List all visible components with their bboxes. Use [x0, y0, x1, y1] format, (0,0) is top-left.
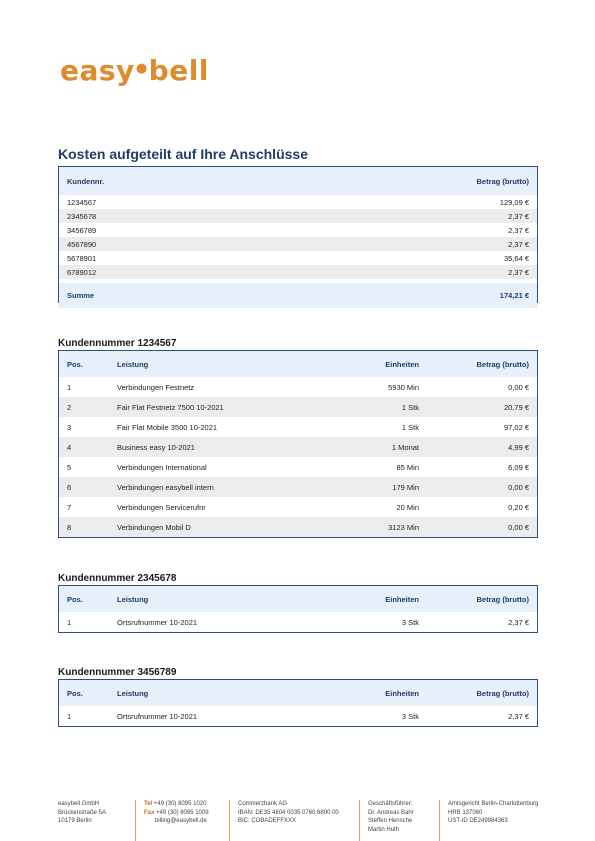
units-cell: 3 Stk	[401, 711, 419, 721]
service-cell: Verbindungen Servicerufnr	[117, 502, 206, 512]
table-row	[59, 417, 537, 437]
easybell-logo: easy●bell	[60, 54, 209, 87]
row-amount: 2,37 €	[508, 267, 529, 277]
table-header-row	[59, 680, 537, 706]
units-cell: 1 Monat	[391, 442, 419, 452]
service-cell: Verbindungen easybell intern	[117, 482, 214, 492]
row-amount: 35,64 €	[503, 253, 529, 263]
header-service: Leistung	[117, 359, 149, 369]
table-row	[59, 397, 537, 417]
row-amount: 2,37 €	[508, 225, 529, 235]
amount-cell: 0,20 €	[508, 502, 529, 512]
account-title: Kundennummer 1234567	[58, 338, 177, 349]
header-units: Einheiten	[385, 594, 419, 604]
table-row	[59, 477, 537, 497]
units-cell: 179 Min	[392, 482, 419, 492]
service-cell: Fair Flat Mobile 3500 10-2021	[117, 422, 218, 432]
footer	[58, 800, 548, 841]
header-pos: Pos.	[67, 594, 83, 604]
header-service: Leistung	[117, 688, 149, 698]
service-cell: Fair Flat Festnetz 7500 10-2021	[117, 402, 224, 412]
units-cell: 3 Stk	[401, 617, 419, 627]
pos-cell: 1	[67, 382, 72, 392]
table-row	[59, 457, 537, 477]
pos-cell: 1	[67, 617, 72, 627]
customer-number: 3456789	[67, 225, 97, 235]
total-label: Summe	[67, 291, 95, 300]
summary-title: Kosten aufgeteilt auf Ihre Anschlüsse	[58, 146, 308, 162]
summary-row	[59, 251, 537, 265]
header-amount: Betrag (brutto)	[476, 359, 529, 369]
units-cell: 20 Min	[396, 502, 419, 512]
amount-cell: 6,09 €	[508, 462, 529, 472]
summary-row	[59, 223, 537, 237]
summary-row	[59, 237, 537, 251]
pos-cell: 3	[67, 422, 72, 432]
amount-cell: 0,00 €	[508, 382, 529, 392]
amount-cell: 20,79 €	[503, 402, 529, 412]
footer-contact: Tel +49 (30) 8095 1020 Fax +49 (30) 8095 1009 billing@easybell.de	[136, 800, 230, 841]
service-cell: Ortsrufnummer 10-2021	[117, 711, 198, 721]
pos-cell: 4	[67, 442, 72, 452]
summary-row	[59, 209, 537, 223]
pos-cell: 8	[67, 522, 72, 532]
pos-cell: 2	[67, 402, 72, 412]
customer-number: 6789012	[67, 267, 97, 277]
customer-number: 2345678	[67, 211, 97, 221]
amount-cell: 4,99 €	[508, 442, 529, 452]
pos-cell: 5	[67, 462, 72, 472]
header-amount: Betrag (brutto)	[476, 688, 529, 698]
header-units: Einheiten	[385, 688, 419, 698]
header-pos: Pos.	[67, 688, 83, 698]
footer-bank: Commerzbank AG IBAN: DE35 4804 0035 0760 6890 00 BIC: COBADEFFXXX	[230, 800, 360, 841]
amount-cell: 2,37 €	[508, 711, 529, 721]
service-cell: Ortsrufnummer 10-2021	[117, 617, 198, 627]
summary-row	[59, 195, 537, 209]
table-header-row	[59, 351, 537, 377]
service-cell: Verbindungen Festnetz	[117, 382, 195, 392]
header-amount: Betrag (brutto)	[476, 176, 529, 186]
account-table	[58, 679, 538, 727]
account-title: Kundennummer 3456789	[58, 667, 177, 678]
account-table	[58, 350, 538, 538]
summary-table	[58, 166, 538, 303]
customer-number: 4567890	[67, 239, 97, 249]
amount-cell: 97,02 €	[503, 422, 529, 432]
units-cell: 3123 Min	[388, 522, 419, 532]
amount-cell: 2,37 €	[508, 617, 529, 627]
summary-header-row	[59, 167, 537, 195]
table-row	[59, 377, 537, 397]
table-row	[59, 497, 537, 517]
table-header-row	[59, 586, 537, 612]
header-pos: Pos.	[67, 359, 83, 369]
header-service: Leistung	[117, 594, 149, 604]
account-title: Kundennummer 2345678	[58, 573, 177, 584]
table-row	[59, 706, 537, 726]
service-cell: Business easy 10-2021	[117, 442, 195, 452]
units-cell: 1 Stk	[401, 422, 419, 432]
units-cell: 1 Stk	[401, 402, 419, 412]
header-units: Einheiten	[385, 359, 419, 369]
amount-cell: 0,00 €	[508, 482, 529, 492]
pos-cell: 1	[67, 711, 72, 721]
units-cell: 85 Min	[396, 462, 419, 472]
customer-number: 5678901	[67, 253, 97, 263]
service-cell: Verbindungen Mobil D	[117, 522, 191, 532]
header-amount: Betrag (brutto)	[476, 594, 529, 604]
row-amount: 2,37 €	[508, 211, 529, 221]
table-row	[59, 612, 537, 632]
pos-cell: 6	[67, 482, 72, 492]
summary-total-row	[59, 283, 537, 308]
footer-register: Amtsgericht Berlin-Charlottenburg HRB 137060 UST-ID DE249984363	[448, 801, 539, 824]
service-cell: Verbindungen International	[117, 462, 207, 472]
summary-row	[59, 265, 537, 279]
table-row	[59, 517, 537, 537]
amount-cell: 0,00 €	[508, 522, 529, 532]
table-row	[59, 437, 537, 457]
footer-company: easybell GmbH Brückenstraße 5A 10179 Berlin	[58, 800, 136, 841]
units-cell: 5930 Min	[388, 382, 419, 392]
row-amount: 129,09 €	[499, 197, 529, 207]
customer-number: 1234567	[67, 197, 97, 207]
pos-cell: 7	[67, 502, 72, 512]
account-table	[58, 585, 538, 633]
total-amount: 174,21 €	[499, 291, 529, 300]
row-amount: 2,37 €	[508, 239, 529, 249]
footer-management: Geschäftsführer: Dr. Andreas Bahr Steffen Hensche Martin Huth	[360, 800, 440, 841]
header-customer-number: Kundennr.	[67, 176, 105, 186]
footer-email[interactable]: billing@easybell.de	[155, 818, 207, 824]
